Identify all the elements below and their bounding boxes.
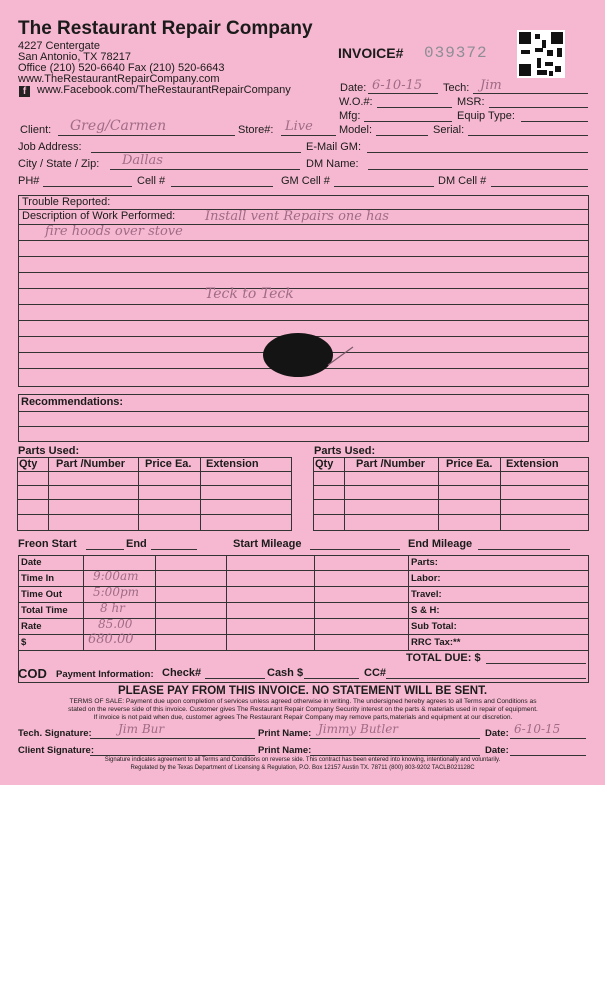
footer-line1: Signature indicates agreement to all Terms and Conditions on reverse side. This contract has been entered into knowing, intentionally and voluntarily. (104, 757, 501, 763)
freon-start-label: Freon Start (18, 538, 77, 550)
city-line (110, 169, 300, 170)
payment-info-label: Payment Information: (56, 669, 154, 680)
tech-label: Tech: (443, 82, 470, 94)
parts-used-left-title: Parts Used: (18, 445, 80, 457)
service-row-time-in-label: Time In (21, 573, 55, 584)
parts-right-header-price: Price Ea. (446, 458, 493, 470)
trouble-reported-label: Trouble Reported: (22, 196, 111, 208)
service-row-dollar-value: 680.00 (88, 632, 134, 647)
client-date-line (510, 755, 586, 756)
parts-right-header-part: Part /Number (356, 458, 426, 470)
cc-label: CC# (364, 667, 387, 679)
dm-cell-label: DM Cell # (438, 175, 487, 187)
company-phones: Office (210) 520-6640 Fax (210) 520-6643 (18, 62, 225, 74)
description-line1: Install vent Repairs one has (205, 209, 389, 224)
client-value: Greg/Carmen (70, 118, 167, 134)
tech-print-name-line (310, 738, 480, 739)
service-row-time-out-label: Time Out (21, 589, 62, 600)
tech-date-label: Date: (485, 728, 509, 739)
email-gm-line (367, 152, 588, 153)
parts-used-right-title: Parts Used: (314, 445, 376, 457)
ph-line (43, 186, 132, 187)
tech-date-value: 6-10-15 (514, 722, 561, 736)
msr-label: MSR: (457, 96, 485, 108)
terms-line3: If invoice is not paid when due, customer agrees The Restaurant Repair Company may remove parts,materials and equipment at our discretion. (93, 714, 513, 721)
cell-label: Cell # (137, 175, 166, 187)
totals-parts-label: Parts: (411, 557, 438, 568)
store-label: Store#: (238, 124, 274, 136)
company-website: www.TheRestaurantRepairCompany.com (18, 73, 220, 85)
store-value: Live (285, 119, 313, 134)
ph-label: PH# (18, 175, 40, 187)
msr-line (489, 107, 588, 108)
total-due-line (486, 663, 586, 664)
client-signature-label: Client Signature: (18, 745, 95, 756)
date-value: 6-10-15 (372, 78, 423, 93)
client-signature-line (90, 755, 255, 756)
parts-right-header-qty: Qty (315, 458, 334, 470)
cod-label: COD (18, 666, 47, 681)
end-mileage-line (478, 549, 570, 550)
totals-labor-label: Labor: (411, 573, 441, 584)
totals-travel-label: Travel: (411, 589, 442, 600)
totals-sh-label: S & H: (411, 605, 440, 616)
job-address-label: Job Address: (18, 141, 82, 153)
city-value: Dallas (122, 153, 163, 168)
mfg-line (364, 121, 452, 122)
end-mileage-label: End Mileage (408, 538, 473, 550)
terms-line2: stated on the reverse side of this invoice. Customer gives The Restaurant Repair Company Security interest on the parts & materials used in repair of equipment. (68, 706, 538, 713)
service-row-total-time-value: 8 hr (100, 601, 125, 615)
model-line (376, 135, 428, 136)
client-label: Client: (20, 124, 52, 136)
company-address-line2: San Antonio, TX 78217 (18, 51, 131, 63)
footer-line2: Regulated by the Texas Department of Licensing & Regulation, P.O. Box 12157 Austin TX. 78711 (800) 803-9202 TACLB021128C (130, 765, 475, 771)
invoice-number: 039372 (424, 44, 488, 62)
tech-signature-line (90, 738, 255, 739)
tech-date-line (510, 738, 586, 739)
redaction-scribble (258, 325, 358, 385)
freon-end-label: End (126, 538, 147, 550)
company-name: The Restaurant Repair Company (18, 18, 313, 39)
invoice-label: INVOICE# (338, 45, 404, 61)
facebook-icon: f (19, 86, 30, 97)
tech-signature-label: Tech. Signature: (18, 728, 92, 739)
parts-left-header-price: Price Ea. (145, 458, 192, 470)
tech-line (473, 93, 588, 94)
service-row-rate-value: 85.00 (98, 617, 133, 631)
total-due-label: TOTAL DUE: $ (406, 652, 481, 664)
parts-right-header-extension: Extension (506, 458, 559, 470)
dm-name-label: DM Name: (306, 158, 359, 170)
cc-line (386, 678, 586, 679)
tech-signature-value: Jim Bur (118, 722, 165, 736)
gm-cell-line (334, 186, 434, 187)
client-print-name-label: Print Name: (258, 745, 312, 756)
cash-label: Cash $ (267, 667, 304, 679)
email-gm-label: E-Mail GM: (306, 141, 361, 153)
tech-value: Jim (480, 78, 502, 93)
client-line (58, 135, 235, 136)
parts-left-header-qty: Qty (19, 458, 38, 470)
cash-line (304, 678, 359, 679)
service-row-dollar-label: $ (21, 637, 27, 648)
freon-end-line (151, 549, 197, 550)
service-row-total-time-label: Total Time (21, 605, 68, 616)
qr-code-icon (517, 30, 565, 78)
client-print-name-line (310, 755, 480, 756)
mfg-label: Mfg: (339, 110, 361, 122)
company-facebook: www.Facebook.com/TheRestaurantRepairCompany (37, 84, 291, 96)
recommendations-label: Recommendations: (21, 396, 124, 408)
model-label: Model: (339, 124, 373, 136)
check-label: Check# (162, 667, 202, 679)
client-date-label: Date: (485, 745, 509, 756)
store-line (281, 135, 336, 136)
totals-rrc-tax-label: RRC Tax:** (411, 637, 461, 648)
city-label: City / State / Zip: (18, 158, 100, 170)
dm-name-line (368, 169, 588, 170)
cell-line (171, 186, 273, 187)
freon-start-line (86, 549, 124, 550)
parts-left-header-part: Part /Number (56, 458, 126, 470)
description-label: Description of Work Performed: (22, 210, 176, 222)
tech-print-name-label: Print Name: (258, 728, 312, 739)
gm-cell-label: GM Cell # (281, 175, 330, 187)
service-row-rate-label: Rate (21, 621, 42, 632)
terms-line1: TERMS OF SALE: Payment due upon completion of services unless agreed otherwise in writing. The undersigned hereby agrees to all Terms and Conditions as (69, 698, 537, 705)
serial-line (468, 135, 588, 136)
start-mileage-label: Start Mileage (233, 538, 302, 550)
check-line (205, 678, 265, 679)
description-line3: Teck to Teck (205, 286, 294, 302)
dm-cell-line (491, 186, 588, 187)
company-address-line1: 4227 Centergate (18, 40, 100, 52)
totals-subtotal-label: Sub Total: (411, 621, 457, 632)
parts-left-header-extension: Extension (206, 458, 259, 470)
equip-type-label: Equip Type: (457, 110, 515, 122)
date-label: Date: (340, 82, 367, 94)
tech-print-name-value: Jimmy Butler (318, 722, 399, 736)
wo-label: W.O.#: (339, 96, 373, 108)
pay-from-invoice-notice: PLEASE PAY FROM THIS INVOICE. NO STATEMENT WILL BE SENT. (117, 685, 488, 697)
serial-label: Serial: (433, 124, 465, 136)
service-row-time-out-value: 5:00pm (93, 585, 140, 599)
description-line2: fire hoods over stove (45, 224, 183, 239)
date-line (368, 93, 438, 94)
service-row-time-in-value: 9:00am (93, 569, 139, 583)
wo-line (377, 107, 452, 108)
equip-type-line (521, 121, 588, 122)
service-row-date-label: Date (21, 557, 42, 568)
start-mileage-line (310, 549, 400, 550)
